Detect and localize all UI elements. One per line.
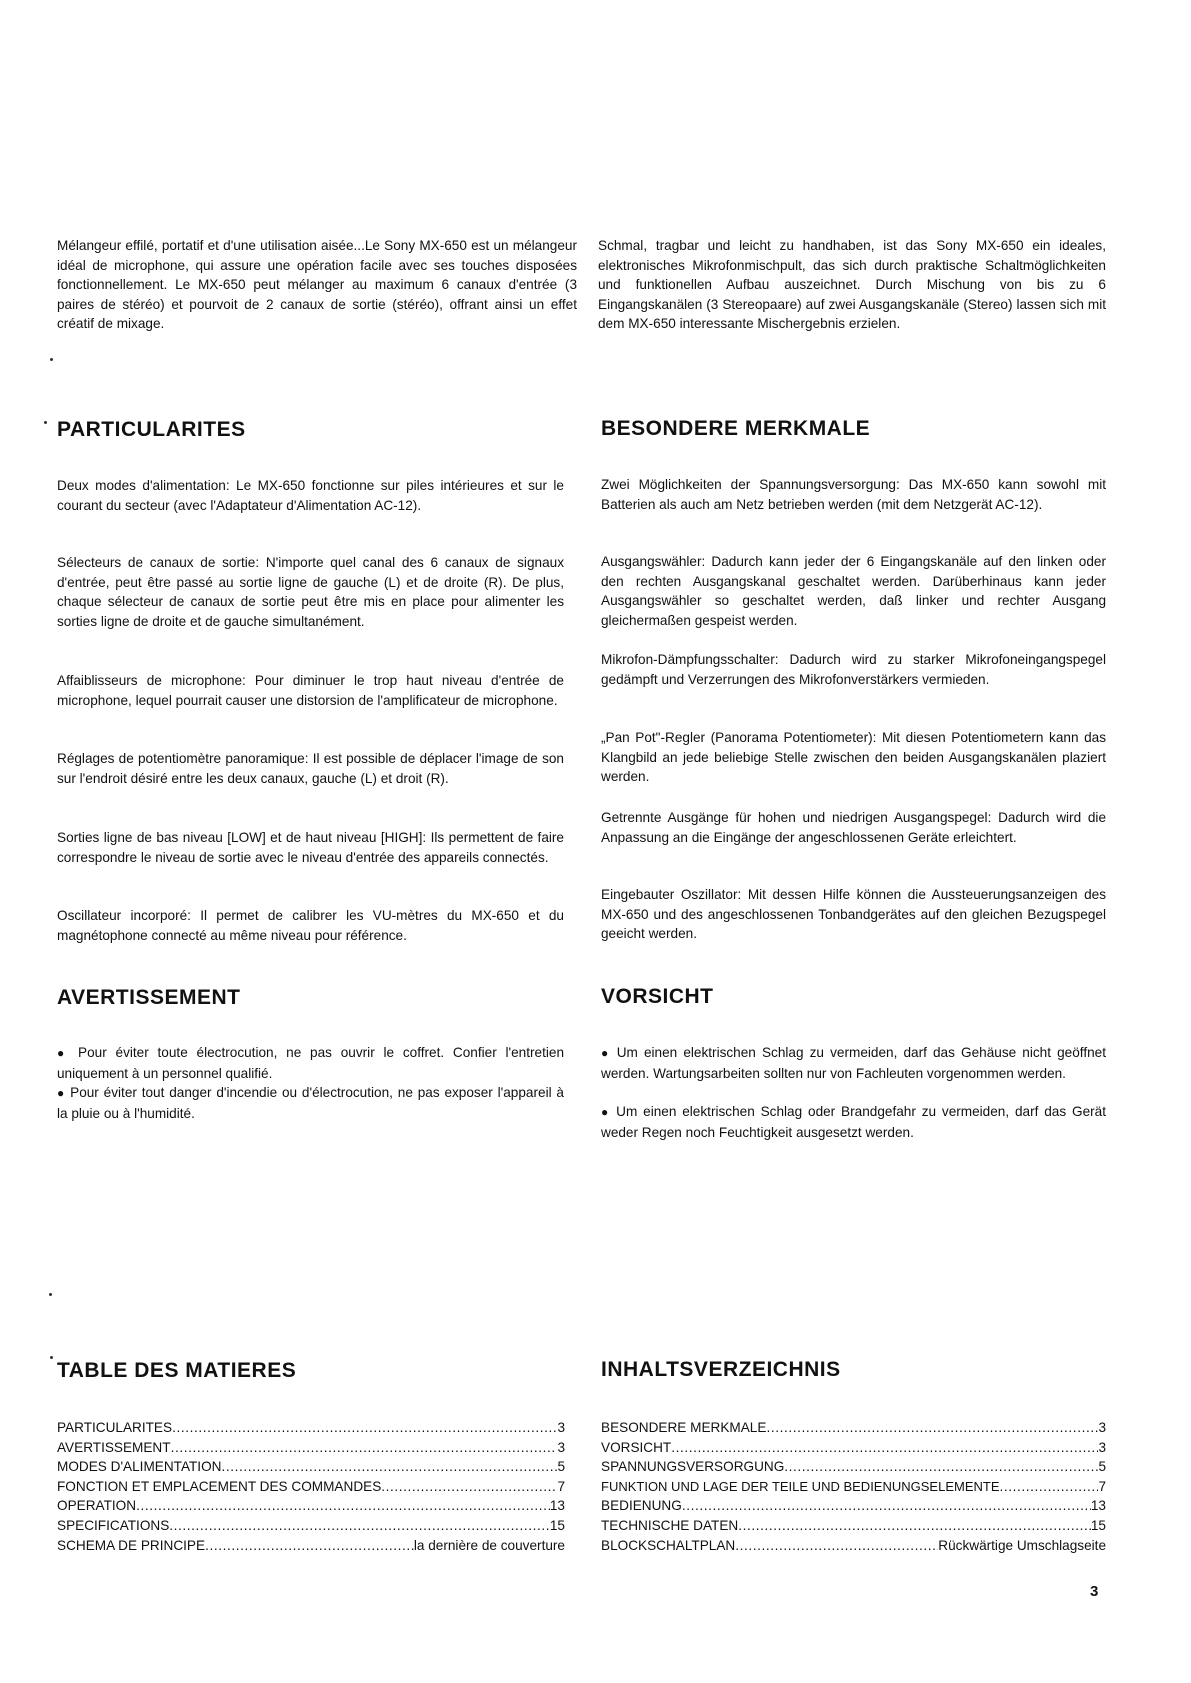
toc-entry-page: 15: [1090, 1517, 1106, 1533]
toc-leader: [205, 1536, 414, 1556]
toc-entry: [57, 1536, 565, 1556]
toc-entry-label: VORSICHT: [601, 1439, 672, 1455]
feature-de-item: Getrennte Ausgänge für hohen und niedrigen Ausgangspegel: Dadurch wird die Anpassung an die Eingänge der angeschlossenen Geräte erleichtert.: [601, 810, 1106, 845]
toc-entry-page: 3: [557, 1420, 565, 1435]
toc-entry-page: 15: [549, 1517, 565, 1533]
toc-de: [601, 1418, 1106, 1555]
feature-fr-item: Réglages de potentiomètre panoramique: Il est possible de déplacer l'image de son sur l'endroit désiré entre les deux canaux, gauche (L) et droit (R).: [57, 751, 564, 786]
toc-entry-label: SPANNUNGSVERSORGUNG: [601, 1459, 785, 1475]
page-number: 3: [1090, 1583, 1099, 1600]
warnings-de-heading: VORSICHT: [601, 985, 714, 1008]
toc-entry: [601, 1536, 1106, 1556]
warning-fr-text: Pour éviter toute électrocution, ne pas ouvrir le coffret. Confier l'entretien uniquement à un personnel qualifié.: [57, 1045, 565, 1081]
scan-speck: [50, 1356, 53, 1359]
toc-leader: [136, 1496, 550, 1516]
toc-leader: [671, 1438, 1098, 1458]
toc-leader: [172, 1418, 557, 1438]
toc-entry-label: PARTICULARITES: [57, 1420, 173, 1435]
feature-fr-item: Deux modes d'alimentation: Le MX-650 fonctionne sur piles intérieures et sur le courant du secteur (avec l'Adaptateur d'Alimentation AC-12).: [57, 478, 564, 513]
feature-de-item: Zwei Möglichkeiten der Spannungsversorgung: Das MX-650 kann sowohl mit Batterien als auch am Netz betrieben werden (mit dem Netzgerät AC-12).: [601, 477, 1106, 512]
intro-fr-text: Mélangeur effilé, portatif et d'une utilisation aisée...Le Sony MX-650 est un mélangeur idéal de microphone, qui assure une opération facile avec ses touches disposées fonctionnellement. Le MX-650 peut mélanger au maximum 6 canaux d'entrée (3 paires de stéréo) et pourvoit de 2 canaux de sortie (stéréo), offrant ainsi un effet créatif de mixage.: [57, 238, 577, 332]
toc-entry-page: la dernière de couverture: [413, 1537, 565, 1553]
toc-entry: [601, 1516, 1106, 1536]
scan-speck: [50, 358, 53, 361]
toc-leader: [738, 1516, 1091, 1536]
toc-leader: [766, 1418, 1098, 1438]
feature-de-item: Ausgangswähler: Dadurch kann jeder der 6 Eingangskanäle auf den linken oder den rechten Ausgangskanal geschaltet werden. Darüberhinaus kann jeder Ausgangswähler so geschaltet werden, daß linker und rechter Ausgang gleichermaßen gespeist werden.: [601, 554, 1106, 628]
toc-entry-page: 3: [1098, 1439, 1106, 1455]
feature-fr-item: Sorties ligne de bas niveau [LOW] et de haut niveau [HIGH]: Ils permettent de faire correspondre le niveau de sortie avec le niveau d'entrée des appareils connectés.: [57, 830, 564, 865]
toc-leader: [735, 1536, 938, 1556]
bullet-icon: ●: [57, 1046, 70, 1060]
scan-speck: [44, 421, 47, 424]
toc-entry-label: TECHNISCHE DATEN: [601, 1517, 739, 1533]
toc-entry-page: Rückwärtige Umschlagseite: [938, 1537, 1106, 1553]
bullet-icon: ●: [601, 1105, 611, 1119]
toc-leader: [1000, 1477, 1099, 1497]
warning-de-item: [601, 1043, 1106, 1083]
toc-fr-heading: TABLE DES MATIERES: [57, 1359, 297, 1382]
feature-de-item: „Pan Pot"-Regler (Panorama Potentiometer): Mit diesen Potentiometern kann das Klangbild an jede beliebige Stelle zwischen den beiden Ausgangskanälen plaziert werden.: [601, 730, 1106, 785]
features-de-heading: BESONDERE MERKMALE: [601, 417, 871, 440]
intro-fr: [57, 236, 577, 334]
warnings-fr-heading: AVERTISSEMENT: [57, 986, 241, 1009]
toc-leader: [171, 1438, 558, 1458]
toc-leader: [221, 1457, 557, 1477]
toc-entry: [57, 1477, 565, 1497]
intro-de-text: Schmal, tragbar und leicht zu handhaben, ist das Sony MX-650 ein ideales, elektronisches Mikrofonmischpult, das sich durch praktische Schaltmöglichkeiten und funktionellen Aufbau auszeichnet. Durch Mischung von bis zu 6 Eingangskanälen (3 Stereopaare) auf zwei Ausgangskanäle (Stereo) lassen sich mit dem MX-650 interessante Mischergebnis erzielen.: [598, 238, 1106, 332]
toc-entry-page: 3: [557, 1439, 565, 1455]
warning-fr-text: Pour éviter tout danger d'incendie ou d'électrocution, ne pas exposer l'appareil à la pluie ou à l'humidité.: [57, 1085, 564, 1121]
toc-entry-page: 5: [557, 1459, 565, 1475]
warning-de-item: [601, 1102, 1106, 1142]
warning-de-text: Um einen elektrischen Schlag zu vermeiden, darf das Gehäuse nicht geöffnet werden. Wartungsarbeiten sollten nur von Fachleuten vorgenommen werden.: [601, 1045, 1107, 1081]
toc-entry-label: FONCTION ET EMPLACEMENT DES COMMANDES: [57, 1478, 382, 1494]
toc-entry: [57, 1496, 565, 1516]
toc-leader: [784, 1457, 1098, 1477]
features-fr-heading: PARTICULARITES: [57, 418, 246, 441]
toc-entry-page: 13: [549, 1498, 565, 1514]
toc-entry: [601, 1477, 1106, 1497]
toc-entry-label: OPERATION: [57, 1498, 137, 1514]
bullet-icon: ●: [57, 1086, 66, 1100]
toc-entry-label: AVERTISSEMENT: [57, 1439, 171, 1455]
feature-fr-item: Affaiblisseurs de microphone: Pour diminuer le trop haut niveau d'entrée de microphone, lequel pourrait causer une distorsion de l'amplificateur de microphone.: [57, 673, 564, 708]
warning-fr-item: [57, 1083, 564, 1123]
scan-speck: [49, 1293, 52, 1296]
toc-leader: [381, 1477, 557, 1497]
warning-fr-item: [57, 1043, 564, 1083]
toc-entry-label: BLOCKSCHALTPLAN: [601, 1537, 736, 1553]
toc-entry-label: BEDIENUNG: [601, 1498, 682, 1514]
toc-entry: [601, 1457, 1106, 1477]
toc-leader: [169, 1516, 550, 1536]
toc-entry-label: SCHEMA DE PRINCIPE: [57, 1537, 206, 1553]
toc-entry-label: MODES D'ALIMENTATION: [57, 1459, 222, 1475]
toc-entry-page: 13: [1090, 1498, 1106, 1514]
toc-entry-label: BESONDERE MERKMALE: [601, 1420, 767, 1435]
toc-leader: [682, 1496, 1091, 1516]
warning-de-text: Um einen elektrischen Schlag oder Brandgefahr zu vermeiden, darf das Gerät weder Regen noch Feuchtigkeit ausgesetzt werden.: [601, 1104, 1106, 1140]
feature-fr-item: Sélecteurs de canaux de sortie: N'importe quel canal des 6 canaux de signaux d'entrée, peut être passé au sortie ligne de gauche (L) et de droite (R). De plus, chaque sélecteur de canaux de sortie peut être mis en place pour alimenter les sorties ligne de droite et de gauche simultanément.: [57, 555, 564, 629]
toc-entry: [601, 1438, 1106, 1458]
intro-de: [598, 236, 1106, 334]
feature-de-item: Eingebauter Oszillator: Mit dessen Hilfe können die Aussteuerungsanzeigen des MX-650 und des angeschlossenen Tonbandgerätes auf den gleichen Bezugspegel geeicht werden.: [601, 887, 1106, 942]
toc-entry: [57, 1457, 565, 1477]
toc-entry-page: 5: [1098, 1459, 1106, 1475]
toc-entry: [601, 1496, 1106, 1516]
toc-de-heading: INHALTSVERZEICHNIS: [601, 1358, 841, 1381]
bullet-icon: ●: [601, 1046, 611, 1060]
feature-de-item: Mikrofon-Dämpfungsschalter: Dadurch wird zu starker Mikrofoneingangspegel gedämpft und Verzerrungen des Mikrofonverstärkers vermieden.: [601, 652, 1106, 687]
toc-entry: [57, 1438, 565, 1458]
toc-entry-page: 7: [1098, 1478, 1106, 1494]
toc-entry-page: 3: [1098, 1420, 1106, 1435]
toc-fr: [57, 1418, 565, 1555]
toc-entry: [57, 1418, 565, 1438]
toc-entry-label: SPECIFICATIONS: [57, 1517, 170, 1533]
toc-entry: [601, 1418, 1106, 1438]
toc-entry-label: FUNKTION UND LAGE DER TEILE UND BEDIENUNGSELEMENTE: [601, 1478, 1000, 1494]
toc-entry-page: 7: [557, 1478, 565, 1494]
feature-fr-item: Oscillateur incorporé: Il permet de calibrer les VU-mètres du MX-650 et du magnétophone connecté au même niveau pour référence.: [57, 908, 564, 943]
toc-entry: [57, 1516, 565, 1536]
